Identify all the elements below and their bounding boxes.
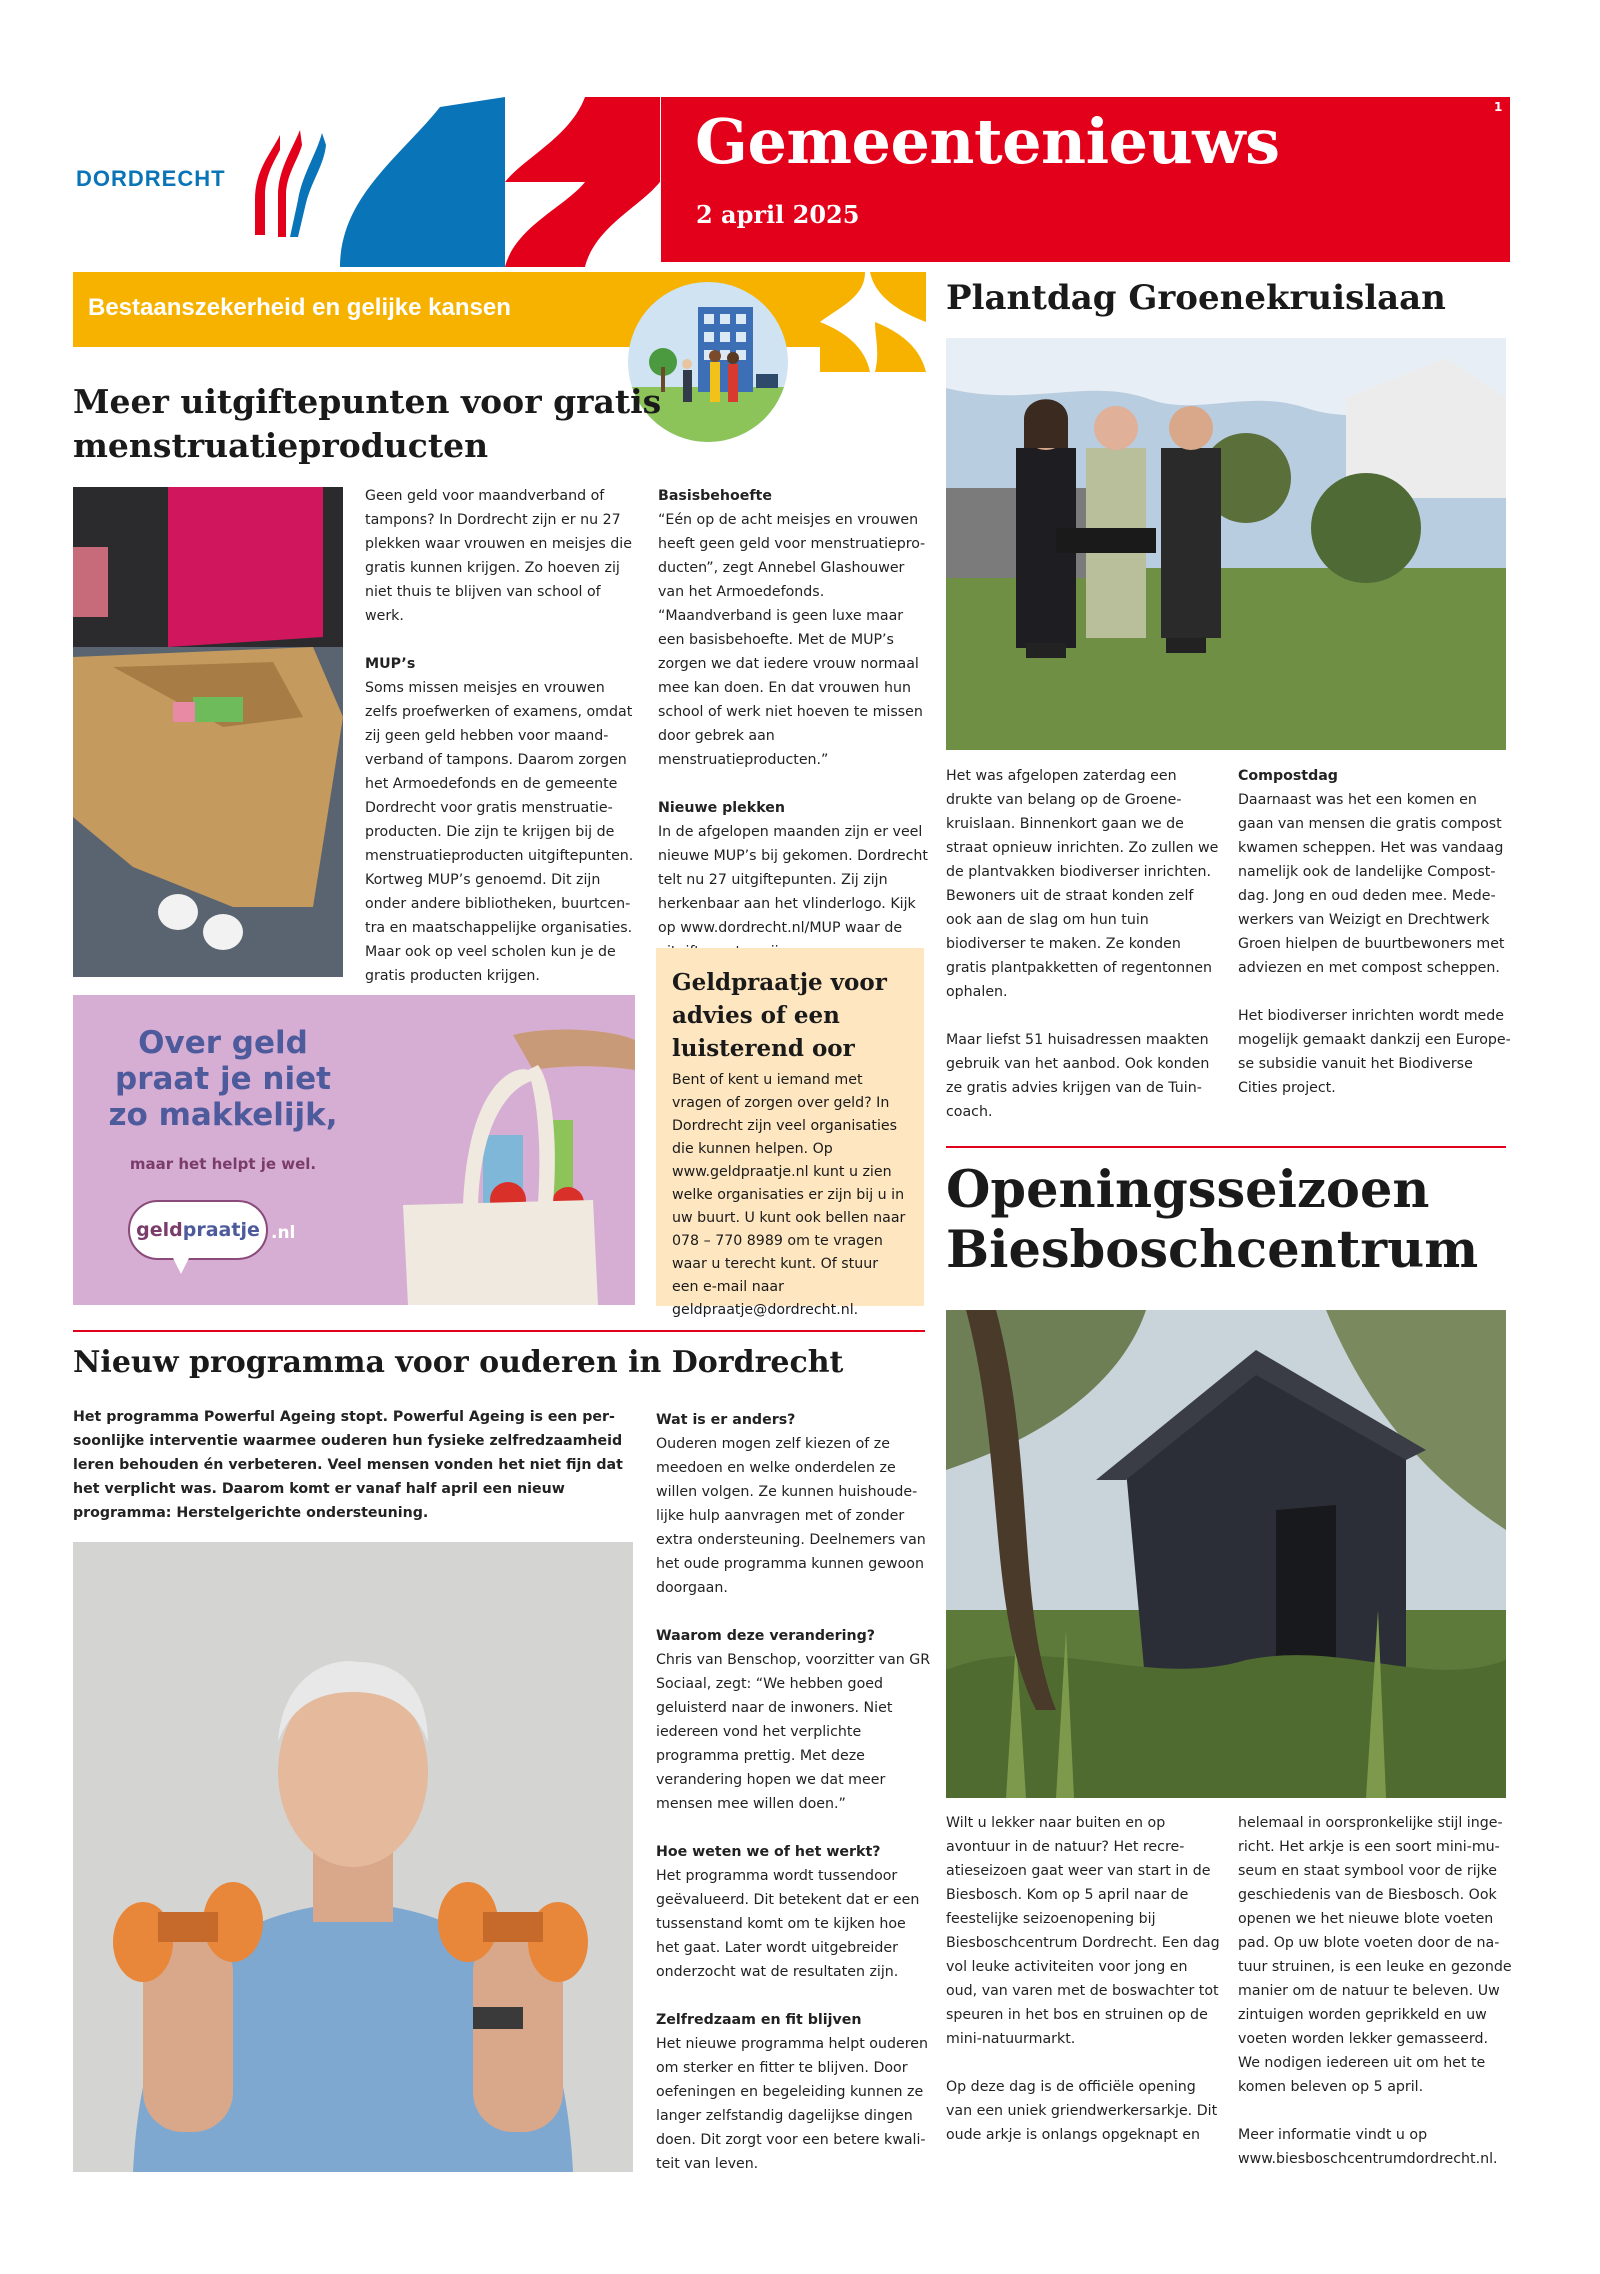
section-label: Bestaanszekerheid en gelijke kansen — [88, 294, 511, 321]
section-text: Ouderen mogen zelf kiezen of ze meedoen en welke onderdelen ze willen volgen. Ze kunnen huishoudelijke hulp aanvragen met of zonder extra ondersteuning. Deelnemers van het oude programma kunnen gewoon doorgaan. — [656, 1436, 926, 1596]
section-divider — [946, 1146, 1506, 1148]
article-biesbosch-closing: Meer informatie vindt u op www.biesboschcentrumdordrecht.nl. — [1238, 2127, 1498, 2167]
info-box-text: Bent of kent u iemand met vragen of zorgen over geld? In Dordrecht zijn veel organisaties die kunnen helpen. Op www.geldpraatje.nl kunt u zien welke organisaties er zijn bij u in uw buurt. U kunt ook bellen naar 078 – 770 8989 om te vragen waar u terecht kunt. Of stuur een e-mail naar geldpraatje@dordrecht.nl. — [672, 1072, 906, 1318]
article-biesbosch-column-2 — [1238, 1811, 1513, 2171]
speech-bubble-tail-icon — [173, 1258, 189, 1274]
section-text: Daarnaast was het een komen en gaan van mensen die gratis compost kwamen scheppen. Het was vandaag namelijk ook de landelijke Compostdag. Jong en oud deden mee. Medewerkers van Weizigt en Drechtwerk Groen hielpen de buurtbewoners met adviezen en met compost scheppen. — [1238, 792, 1505, 976]
article-plantdag-column-1 — [946, 764, 1221, 1124]
section-text: Chris van Benschop, voorzitter van GR Sociaal, zegt: “We hebben goed geluisterd naar de inwoners. Niet iedereen vond het verplichte programma prettig. Met deze verandering hopen we dat meer mensen mee willen doen.” — [656, 1652, 931, 1812]
section-heading: Hoe weten we of het werkt? — [656, 1844, 881, 1860]
article-ouderen-lead: Het programma Powerful Ageing stopt. Powerful Ageing is een persoonlijke interventie waarmee ouderen hun fysieke zelfredzaamheid leren behouden én verbeteren. Veel mensen vonden het niet fijn dat het verplicht was. Daarom komt er vanaf half april een nieuw programma: Herstelgerichte ondersteuning. — [73, 1409, 623, 1521]
article-section — [656, 1840, 931, 1984]
senior-dumbbells-photo — [73, 1542, 633, 2172]
banner-wave-graphic — [820, 272, 926, 372]
article-ouderen-title: Nieuw programma voor ouderen in Dordrecht — [73, 1345, 844, 1380]
section-text: In de afgelopen maanden zijn er veel nieuwe MUP’s bij gekomen. Dordrecht telt nu 27 uitgiftepunten. Zij zijn herkenbaar aan het vlinderlogo. Kijk op www.dordrecht.nl/MUP waar de — [658, 824, 928, 936]
section-heading: Compostdag — [1238, 768, 1338, 784]
article-biesbosch-column-1 — [946, 1811, 1221, 2147]
section-heading: Basisbehoefte — [658, 488, 772, 504]
plantdag-group-photo — [946, 338, 1506, 750]
article-plantdag-title: Plantdag Groenekruislaan — [946, 278, 1446, 318]
section-text: Soms missen meisjes en vrouwen zelfs proefwerken of examens, omdat zij geen geld hebben voor maandverband of tampons. Daarom zorgen het Armoedefonds en de gemeente Dordrecht voor gratis menstruatieproducten. Die zijn te krijgen bij de menstruatieproducten uitgiftepunten. Kortweg MUP’s genoemd. Dit zijn onder andere bibliotheken, buurtcentra en maatschappelijke organisaties. Maar ook op veel scholen kun je de gratis producten krijgen. — [365, 680, 634, 984]
article-menstruatie-column-2 — [658, 484, 930, 964]
griendwerkersarkje-photo — [946, 1310, 1506, 1798]
section-heading: MUP’s — [365, 656, 416, 672]
article-section — [656, 1624, 931, 1816]
article-section — [365, 652, 637, 988]
section-heading: Waarom deze verandering? — [656, 1628, 876, 1644]
dordrecht-logo-icon — [250, 125, 330, 240]
dordrecht-logo-text: DORDRECHT — [76, 166, 226, 191]
issue-date: 2 april 2025 — [696, 200, 860, 229]
section-heading: Wat is er anders? — [656, 1412, 796, 1428]
geldpraatje-logo — [128, 1200, 268, 1260]
article-section — [658, 484, 930, 772]
section-text: “Eén op de acht meisjes en vrouwen heeft geen geld voor menstruatieproducten”, zegt Annebel Glashouwer van het Armoedefonds. “Maandverband is geen luxe maar een basisbehoefte. Met de MUP’s zorgen we dat iedere vrouw normaal mee kan doen. En dat vrouwen hun school of werk niet hoeven te missen door gebrek aan menstruatieproducten.” — [658, 512, 926, 768]
article-menstruatie-title: Meer uitgiftepunten voor gratis menstruatieproducten — [73, 382, 662, 465]
page-number: 1 — [1494, 100, 1503, 114]
article-ouderen-column-2 — [656, 1408, 931, 2176]
article-plantdag-para: Maar liefst 51 huisadressen maakten gebruik van het aanbod. Ook konden ze gratis advies krijgen van de Tuincoach. — [946, 1032, 1210, 1120]
section-text: Het nieuwe programma helpt ouderen om sterker en fitter te blijven. Door oefeningen en begeleiding kunnen ze langer zelfstandig dagelijkse dingen doen. Dit zorgt voor een betere kwaliteit van leven. — [656, 2036, 928, 2172]
article-biesbosch-title: Openingsseizoen Biesboschcentrum — [946, 1160, 1479, 1280]
article-menstruatie-column-1 — [365, 484, 637, 988]
section-divider — [73, 1330, 925, 1332]
article-menstruatie-lead: Geen geld voor maandverband of tampons? In Dordrecht zijn er nu 27 plekken waar vrouwen en meisjes die gratis kunnen krijgen. Zo hoeven zij niet thuis te blijven van school of werk. — [365, 488, 632, 624]
article-section — [656, 1408, 931, 1600]
logo-part-geld: geld — [136, 1219, 183, 1241]
ad-subline: maar het helpt je wel. — [129, 1155, 317, 1173]
logo-part-praatje: praatje — [182, 1219, 260, 1241]
article-section — [658, 796, 930, 964]
article-biesbosch-para-start: Op deze dag is de officiële opening van een uniek griendwerkersarkje. Dit oude arkje is onlangs opgeknapt en — [946, 2079, 1218, 2143]
section-heading: Nieuwe plekken — [658, 800, 785, 816]
article-plantdag-column-2 — [1238, 764, 1513, 1100]
article-biesbosch-lead: Wilt u lekker naar buiten en op avontuur in de natuur? Het recreatieseizoen gaat weer van start in de Biesbosch. Kom op 5 april naar de feestelijke seizoenopening bij Biesboschcentrum Dordrecht. Een dag vol leuke activiteiten voor jong en oud, van varen met de boswachter tot speuren in het bos en struinen op de mini-natuurmarkt. — [946, 1815, 1220, 2047]
logo-tld: .nl — [271, 1223, 296, 1243]
article-plantdag-closing: Het biodiverser inrichten wordt mede mogelijk gemaakt dankzij een Europese subsidie vanuit het Biodiverse Cities project. — [1238, 1008, 1511, 1096]
info-box-title: Geldpraatje voor advies of een luisterend oor — [672, 969, 887, 1062]
masthead-title: Gemeentenieuws — [695, 105, 1280, 178]
section-banner — [73, 272, 925, 347]
article-biesbosch-para: helemaal in oorspronkelijke stijl ingericht. Het arkje is een soort mini-museum en staat symbool voor de rijke geschiedenis van de Biesbosch. Ook openen we het nieuwe blote voeten pad. Op uw blote voeten door de natuur struinen, is een leuke en gezonde manier om de natuur te beleven. Uw zintuigen worden geprikkeld en uw voeten worden lekker gemasseerd. We nodigen iedereen uit om het te komen beleven op 5 april. — [1238, 1815, 1512, 2095]
article-section — [1238, 764, 1513, 980]
tote-bag-image — [363, 1025, 635, 1305]
geldpraatje-info-box — [656, 948, 924, 1318]
section-heading: Zelfredzaam en fit blijven — [656, 2012, 862, 2028]
paper-bag-photo — [73, 487, 343, 977]
ad-headline: Over geld praat je niet zo makkelijk, — [108, 1025, 338, 1133]
article-plantdag-lead: Het was afgelopen zaterdag een drukte van belang op de Groenekruislaan. Binnenkort gaan we de straat opnieuw inrichten. Zo zullen we de plantvakken biodiverser inrichten. Bewoners uit de straat konden zelf ook aan de slag om hun tuin biodiverser te maken. Ze konden gratis plantpakketten of regentonnen ophalen. — [946, 768, 1219, 1000]
masthead — [0, 0, 1600, 270]
geldpraatje-advertisement[interactable] — [73, 995, 635, 1305]
section-text: Het programma wordt tussendoor geëvalueerd. Dit betekent dat er een tussenstand komt om te kijken hoe het gaat. Later wordt uitgebreider onderzocht wat de resultaten zijn. — [656, 1868, 920, 1980]
article-section — [656, 2008, 931, 2176]
